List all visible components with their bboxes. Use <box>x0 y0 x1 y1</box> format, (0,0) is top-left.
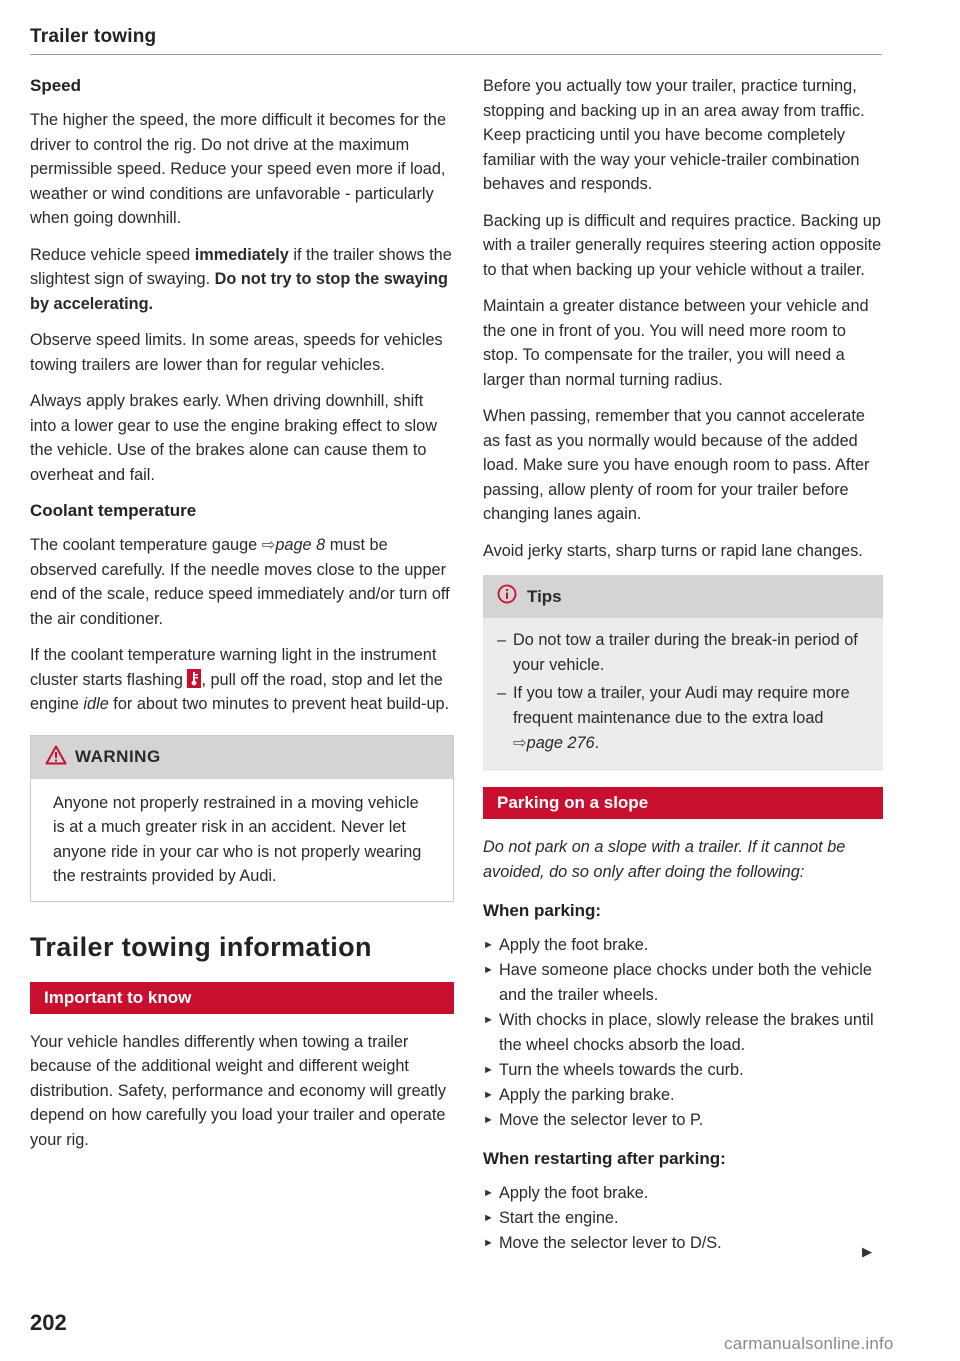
bullet-triangle-icon: ► <box>483 1014 494 1026</box>
text-run: for about two minutes to prevent heat build-up. <box>108 695 450 713</box>
step-item <box>483 1008 883 1058</box>
emphasis-idle: idle <box>83 695 109 713</box>
continue-arrow-icon: ▶ <box>862 1244 872 1259</box>
parking-intro: Do not park on a slope with a trailer. If it cannot be avoided, do so only after doing the following: <box>483 838 846 881</box>
page-reference-arrow-icon: ⇨ <box>261 536 276 554</box>
step-item <box>483 1108 883 1133</box>
page-number: 202 <box>30 1310 67 1335</box>
bullet-triangle-icon: ► <box>483 1187 494 1199</box>
coolant-paragraph-1 <box>30 533 454 631</box>
left-column <box>30 74 454 1164</box>
passing-paragraph: When passing, remember that you cannot accelerate as fast as you normally would because of the added load. Make sure you have enough room to pass. After passing, allow plenty of room for your trailer before changing lanes again. <box>483 407 870 523</box>
section-title: Trailer towing information <box>30 931 372 962</box>
step-text: Move the selector lever to P. <box>499 1111 704 1129</box>
tips-header <box>483 575 883 618</box>
tip-text <box>513 681 865 756</box>
warning-box <box>30 735 454 902</box>
speed-paragraph-2 <box>30 243 454 317</box>
text-run: If the coolant temperature warning light in the instrument cluster starts flashing <box>30 646 437 689</box>
tip-text: Do not tow a trailer during the break-in period of your vehicle. <box>513 631 858 674</box>
page-reference-link[interactable]: page 276 <box>526 734 595 752</box>
step-text: Start the engine. <box>499 1209 619 1227</box>
text-run: if the trailer shows the slightest sign of swaying. <box>30 245 452 288</box>
when-parking-heading: When parking: <box>483 901 602 920</box>
speed-paragraph-4: Always apply brakes early. When driving downhill, shift into a lower gear to use the engine braking effect to slow the vehicle. Use of the brakes alone can cause them to overheat and fail. <box>30 392 437 484</box>
warning-title: WARNING <box>75 747 161 766</box>
tip-item <box>497 628 865 678</box>
page-reference-arrow-icon: ⇨ <box>513 734 527 752</box>
jerky-starts-paragraph: Avoid jerky starts, sharp turns or rapid lane changes. <box>483 541 863 560</box>
warning-triangle-icon <box>45 745 67 770</box>
warning-header <box>31 736 453 779</box>
step-text: Turn the wheels towards the curb. <box>499 1061 744 1079</box>
text-run: , pull off the road, stop and let the engine <box>30 670 443 713</box>
step-text: Move the selector lever to D/S. <box>499 1234 722 1252</box>
important-to-know-bar: Important to know <box>30 982 454 1014</box>
text-run: The coolant temperature gauge <box>30 536 262 554</box>
practice-paragraph: Before you actually tow your trailer, practice turning, stopping and backing up in an area away from traffic. Keep practicing until you have become completely familiar with the way your vehicle-trailer combination behaves and responds. <box>483 77 865 193</box>
step-text: With chocks in place, slowly release the brakes until the wheel chocks absorb the load. <box>499 1011 874 1054</box>
bullet-triangle-icon: ► <box>483 1212 494 1224</box>
info-circle-icon <box>497 584 517 609</box>
step-item <box>483 1058 883 1083</box>
warning-body <box>31 779 453 901</box>
dash-icon: – <box>497 631 507 649</box>
step-text: Apply the foot brake. <box>499 936 649 954</box>
text-run: If you tow a trailer, your Audi may require more frequent maintenance due to the extra load <box>513 684 850 727</box>
tips-title: Tips <box>527 586 562 606</box>
step-text: Apply the foot brake. <box>499 1184 649 1202</box>
parking-on-slope-bar: Parking on a slope <box>483 787 883 819</box>
step-text: Apply the parking brake. <box>499 1086 675 1104</box>
text-run: . <box>594 734 600 752</box>
bullet-triangle-icon: ► <box>483 939 494 951</box>
text-run: must be observed carefully. If the needle moves close to the upper end of the scale, reduce speed immediately and/or turn off the air conditioner. <box>30 536 450 628</box>
tip-item <box>497 681 865 756</box>
tips-box <box>483 575 883 771</box>
right-column <box>483 74 883 1270</box>
restart-heading: When restarting after parking: <box>483 1149 726 1168</box>
when-parking-steps <box>483 933 883 1133</box>
step-item <box>483 958 883 1008</box>
coolant-warning-light-icon <box>187 669 201 688</box>
speed-heading: Speed <box>30 76 82 95</box>
bullet-triangle-icon: ► <box>483 1237 494 1249</box>
distance-paragraph: Maintain a greater distance between your vehicle and the one in front of you. You will need more room to stop. To compensate for the trailer, you will need a larger than normal turning radius. <box>483 297 869 389</box>
bullet-triangle-icon: ► <box>483 1114 494 1126</box>
backing-up-paragraph: Backing up is difficult and requires practice. Backing up with a trailer generally requires steering action opposite to that when backing up your vehicle without a trailer. <box>483 211 882 279</box>
emphasis-immediately: immediately <box>194 245 289 264</box>
running-header-title: Trailer towing <box>30 26 157 47</box>
speed-paragraph-1: The higher the speed, the more difficult it becomes for the driver to control the rig. Do not drive at the maximum permissible speed. Reduce your speed even more if load, weather or wind conditions are unfavorable - particularly when going downhill. <box>30 111 447 227</box>
emphasis-do-not-try: Do not try to stop the swaying by accelerating. <box>30 270 448 313</box>
warning-text: Anyone not properly restrained in a moving vehicle is at a much greater risk in an accident. Never let anyone ride in your car who is not properly wearing the restraints provided by Audi. <box>53 793 422 885</box>
bullet-triangle-icon: ► <box>483 964 494 976</box>
step-item <box>483 1083 883 1108</box>
step-item <box>483 1231 883 1256</box>
watermark: carmanualsonline.info <box>724 1334 894 1353</box>
running-header <box>30 26 882 55</box>
speed-paragraph-3: Observe speed limits. In some areas, speeds for vehicles towing trailers are lower than for regular vehicles. <box>30 331 443 374</box>
coolant-heading: Coolant temperature <box>30 501 197 520</box>
page-reference-link[interactable]: page 8 <box>275 536 326 554</box>
important-paragraph: Your vehicle handles differently when towing a trailer because of the additional weight and different weight distribution. Safety, performance and economy will greatly depend on how carefully you load your trailer and operate your rig. <box>30 1032 446 1149</box>
tips-body <box>483 618 883 771</box>
restart-steps <box>483 1181 883 1256</box>
bullet-triangle-icon: ► <box>483 1089 494 1101</box>
coolant-paragraph-2 <box>30 643 454 717</box>
bullet-triangle-icon: ► <box>483 1064 494 1076</box>
step-item <box>483 1181 883 1206</box>
text-run: Reduce vehicle speed <box>30 245 195 264</box>
step-item <box>483 1206 883 1231</box>
dash-icon: – <box>497 684 507 702</box>
step-text: Have someone place chocks under both the vehicle and the trailer wheels. <box>499 961 872 1004</box>
step-item <box>483 933 883 958</box>
